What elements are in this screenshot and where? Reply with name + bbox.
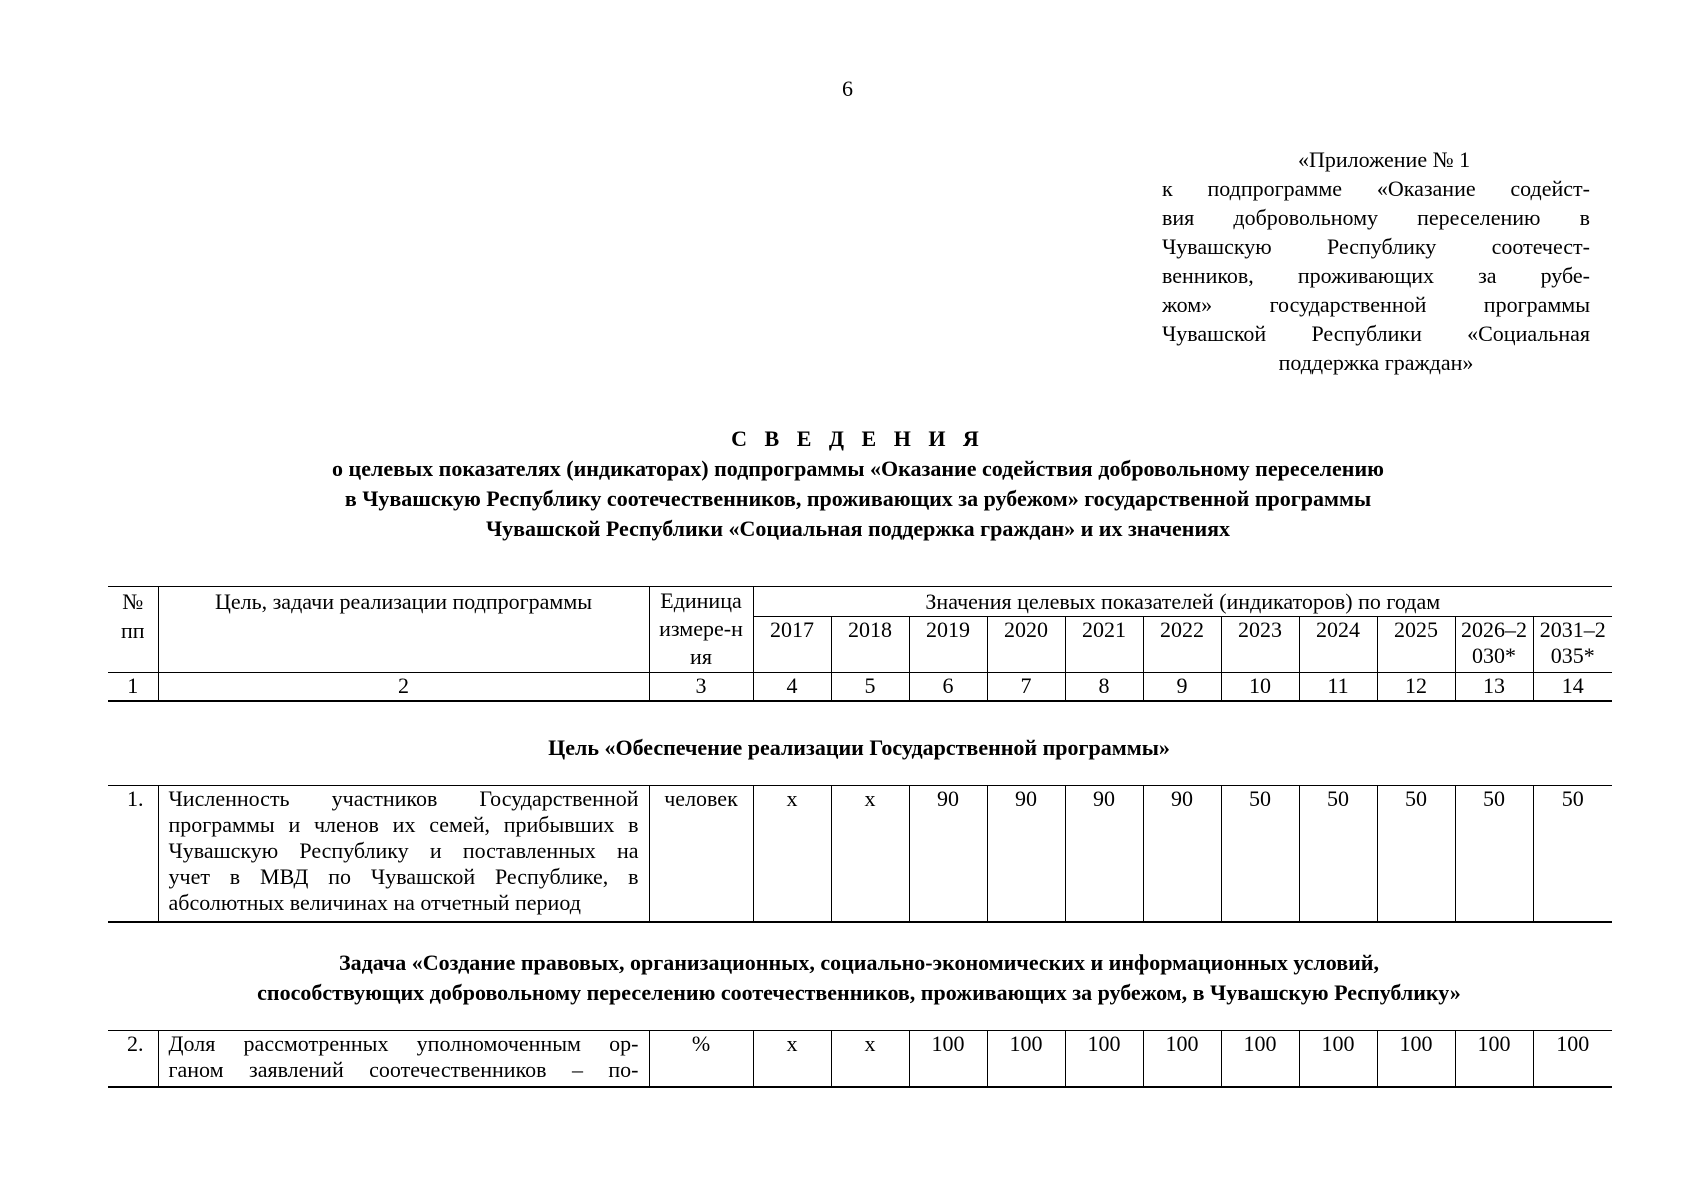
row-text-line: Чувашскую Республику и поставленных на [168, 838, 639, 863]
title-heading: С В Е Д Е Н И Я [731, 426, 985, 451]
header-num: № пп [108, 587, 158, 673]
row-text [158, 786, 649, 922]
appendix-line: вия добровольному переселению в [1162, 205, 1590, 230]
row-value: 50 [1299, 786, 1377, 922]
task-heading [108, 948, 1610, 1008]
col-number: 13 [1455, 673, 1533, 701]
row-value: 90 [987, 786, 1065, 922]
row-value: 90 [1065, 786, 1143, 922]
header-values-span: Значения целевых показателей (индикаторов) по годам [753, 587, 1612, 617]
row-value: х [831, 786, 909, 922]
title-line: в Чувашскую Республику соотечественников, проживающих за рубежом» государственной программы [344, 486, 1372, 511]
indicator-row-1 [108, 785, 1612, 923]
header-year: 2018 [831, 617, 909, 673]
goal-heading: Цель «Обеспечение реализации Государственной программы» [548, 735, 1170, 760]
title-line: о целевых показателях (индикаторах) подпрограммы «Оказание содействия добровольному переселению [332, 456, 1384, 481]
row-value: х [753, 1031, 831, 1087]
appendix-line: венников, проживающих за рубе- [1162, 263, 1590, 288]
header-unit: Единица измере-ния [649, 587, 753, 673]
col-number: 12 [1377, 673, 1455, 701]
col-number: 10 [1221, 673, 1299, 701]
col-number: 14 [1533, 673, 1612, 701]
header-year: 2020 [987, 617, 1065, 673]
row-unit: % [649, 1031, 753, 1087]
appendix-note [1162, 145, 1590, 377]
col-number: 3 [649, 673, 753, 701]
row-text-line: программы и членов их семей, прибывших в [168, 812, 639, 837]
row-value: 50 [1455, 786, 1533, 922]
appendix-line: Чувашскую Республику соотечест- [1162, 234, 1590, 259]
header-year: 2022 [1143, 617, 1221, 673]
appendix-line: жом» государственной программы [1162, 292, 1590, 317]
task-heading-line: способствующих добровольному переселению соотечественников, проживающих за рубежом, в Чувашскую Республику» [257, 980, 1461, 1005]
row-value: х [831, 1031, 909, 1087]
row-value: 90 [1143, 786, 1221, 922]
row-value: 50 [1221, 786, 1299, 922]
header-year: 2026–2030* [1455, 617, 1533, 673]
task-heading-line: Задача «Создание правовых, организационных, социально-экономических и информационных условий, [339, 950, 1379, 975]
row-value: 50 [1533, 786, 1612, 922]
header-year: 2025 [1377, 617, 1455, 673]
indicator-row-2 [108, 1030, 1612, 1088]
title-line: Чувашской Республики «Социальная поддержка граждан» и их значениях [485, 516, 1231, 541]
header-year: 2023 [1221, 617, 1299, 673]
col-number: 11 [1299, 673, 1377, 701]
row-value: х [753, 786, 831, 922]
row-text-line: Численность участников Государственной [168, 786, 639, 811]
row-value: 100 [1065, 1031, 1143, 1087]
row-value: 100 [1299, 1031, 1377, 1087]
col-number: 2 [158, 673, 649, 701]
page-number: 6 [842, 76, 853, 101]
row-text-line: абсолютных величинах на отчетный период [168, 890, 581, 915]
row-text-line: учет в МВД по Чувашской Республике, в [168, 864, 639, 889]
row-value: 100 [1533, 1031, 1612, 1087]
row-text [158, 1031, 649, 1087]
row-value: 50 [1377, 786, 1455, 922]
header-year: 2021 [1065, 617, 1143, 673]
row-value: 100 [1221, 1031, 1299, 1087]
row-value: 100 [1143, 1031, 1221, 1087]
row-text-line: ганом заявлений соотечественников – по- [168, 1057, 639, 1082]
row-value: 100 [909, 1031, 987, 1087]
col-number: 4 [753, 673, 831, 701]
col-number: 6 [909, 673, 987, 701]
col-number: 5 [831, 673, 909, 701]
indicators-table-header [108, 586, 1612, 702]
row-num: 2. [108, 1031, 158, 1087]
row-text-line: Доля рассмотренных уполномоченным ор- [168, 1031, 639, 1056]
appendix-line: «Приложение № 1 [1298, 147, 1471, 172]
appendix-line: Чувашской Республики «Социальная [1162, 321, 1590, 346]
header-year: 2024 [1299, 617, 1377, 673]
appendix-line: к подпрограмме «Оказание содейст- [1162, 176, 1590, 201]
appendix-line: поддержка граждан» [1278, 350, 1474, 375]
document-title [108, 424, 1608, 544]
col-number: 7 [987, 673, 1065, 701]
header-year: 2017 [753, 617, 831, 673]
header-year: 2019 [909, 617, 987, 673]
row-value: 100 [1377, 1031, 1455, 1087]
col-number: 9 [1143, 673, 1221, 701]
row-value: 100 [987, 1031, 1065, 1087]
row-value: 100 [1455, 1031, 1533, 1087]
row-value: 90 [909, 786, 987, 922]
header-year: 2031–2035* [1533, 617, 1612, 673]
col-number: 1 [108, 673, 158, 701]
header-goal: Цель, задачи реализации подпрограммы [158, 587, 649, 673]
row-num: 1. [108, 786, 158, 922]
col-number: 8 [1065, 673, 1143, 701]
row-unit: человек [649, 786, 753, 922]
